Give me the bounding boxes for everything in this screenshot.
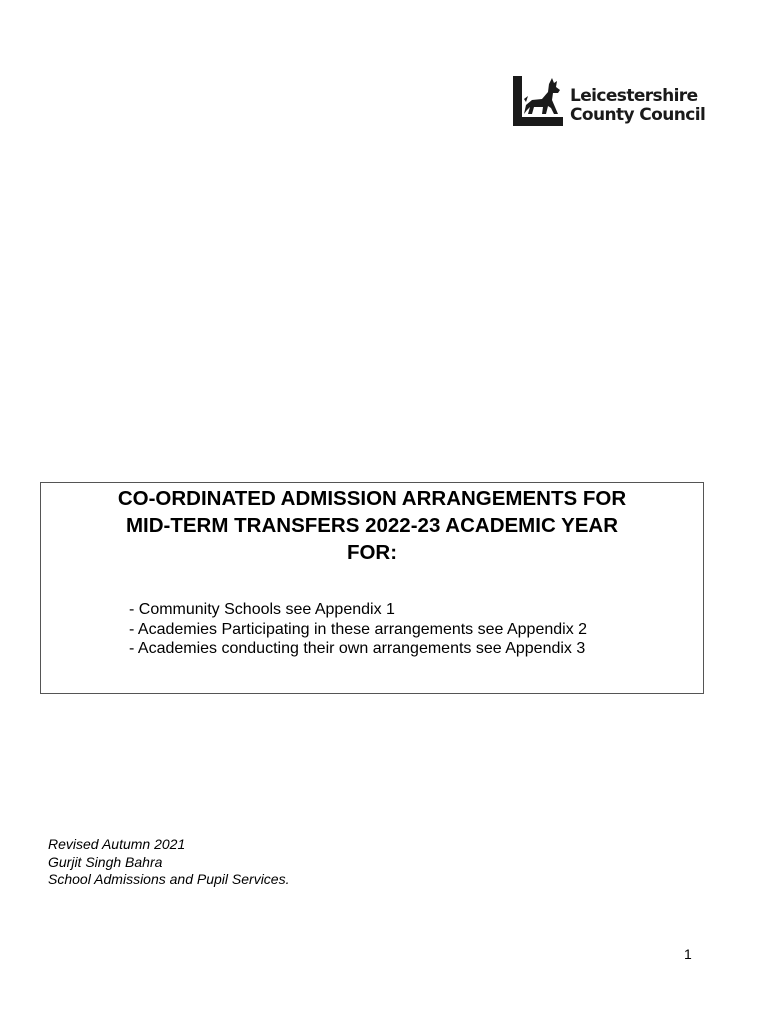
title-line-3: FOR: xyxy=(346,541,398,564)
council-name-line1: Leicestershire xyxy=(570,86,698,106)
document-title xyxy=(41,485,703,566)
council-name-line2: County Council xyxy=(570,105,706,125)
revision-author: Gurjit Singh Bahra xyxy=(48,853,163,870)
fox-emblem-icon xyxy=(512,74,566,128)
council-name xyxy=(570,87,705,125)
revision-info xyxy=(48,836,290,889)
title-box xyxy=(40,482,704,694)
page-number: 1 xyxy=(684,946,692,962)
appendix-item-3: - Academies conducting their own arrangements see Appendix 3 xyxy=(129,640,586,657)
title-line-1: CO-ORDINATED ADMISSION ARRANGEMENTS FOR xyxy=(117,487,627,510)
revision-date: Revised Autumn 2021 xyxy=(48,836,186,852)
appendix-item-1: - Community Schools see Appendix 1 xyxy=(129,601,395,618)
title-line-2: MID-TERM TRANSFERS 2022-23 ACADEMIC YEAR xyxy=(125,514,619,537)
appendix-list xyxy=(129,600,587,659)
revision-department: School Admissions and Pupil Services. xyxy=(48,871,290,887)
council-logo xyxy=(512,74,706,130)
appendix-item-2: - Academies Participating in these arrangements see Appendix 2 xyxy=(129,620,588,638)
